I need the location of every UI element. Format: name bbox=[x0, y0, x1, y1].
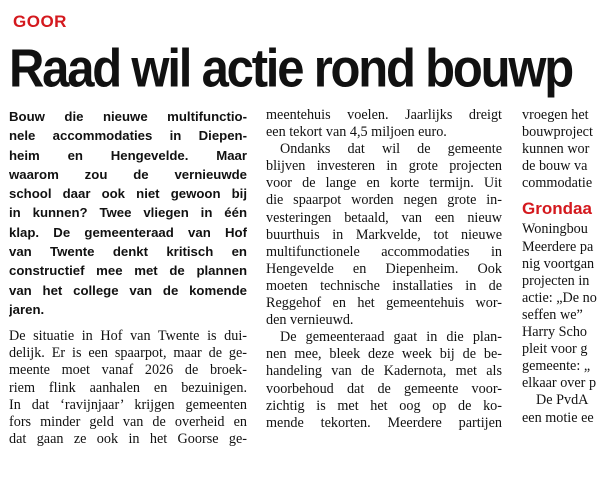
text-line: vesteringen betaald, van een nieuw bbox=[266, 209, 502, 226]
text-line: nele accommodaties in Diepen- bbox=[9, 128, 247, 144]
text-line: riem flink aanhalen en bezuinigen. bbox=[9, 379, 247, 396]
text-line: fors minder geld van de overheid en bbox=[9, 413, 247, 430]
text-line: jaren. bbox=[9, 301, 45, 317]
text-line: een motie ee bbox=[522, 409, 594, 426]
text-line: heim en Hengevelde. Maar bbox=[9, 147, 247, 163]
column-3-paragraph-3 bbox=[522, 392, 601, 426]
text-line: meentehuis voelen. Jaarlijks dreigt bbox=[266, 107, 502, 123]
text-line: Ondanks dat wil de gemeente bbox=[280, 141, 502, 158]
text-line: pleit voor g bbox=[522, 341, 588, 358]
text-line: blijven investeren in grote projecten bbox=[266, 158, 502, 175]
section-kicker: GOOR bbox=[13, 12, 67, 31]
text-line: school daar ook niet gewoon bij bbox=[9, 186, 247, 202]
column-2-paragraph-3 bbox=[266, 329, 502, 432]
text-line: gemeente: „ bbox=[522, 358, 591, 375]
text-line: projecten in bbox=[522, 272, 590, 289]
article-headline: Raad wil actie rond bouwp bbox=[9, 39, 573, 99]
text-line: waarom zou de vernieuwde bbox=[9, 166, 247, 182]
text-line: seffen we” bbox=[522, 306, 583, 323]
text-line: den vernieuwd. bbox=[266, 312, 354, 329]
text-line: buurthuis in Markvelde, tot nieuwe bbox=[266, 226, 502, 243]
column-1 bbox=[9, 107, 247, 448]
text-line: kunnen wor bbox=[522, 141, 590, 158]
text-line: De gemeenteraad gaat in die plan- bbox=[280, 329, 502, 346]
text-line: commodatie bbox=[522, 175, 593, 192]
column-3-paragraph-1 bbox=[522, 107, 601, 192]
text-line: meente moet vanaf 2026 de broek- bbox=[9, 362, 247, 379]
text-line: delijk. Er is een spaarpot, maar de ge- bbox=[9, 345, 247, 362]
column-3-paragraph-2 bbox=[522, 221, 601, 392]
text-line: voorbehoud dat de gemeente voor- bbox=[266, 380, 502, 397]
text-line: van Twente denkt kritisch en bbox=[9, 244, 247, 260]
text-line: elkaar over p bbox=[522, 375, 597, 392]
text-line: Reggehof en het gemeentehuis wor- bbox=[266, 295, 502, 312]
text-line: mende tekorten. Meerdere partijen bbox=[266, 414, 502, 431]
text-line: de bouw va bbox=[522, 158, 588, 175]
text-line: moeten technische installaties in de bbox=[266, 277, 502, 294]
article-lead bbox=[9, 107, 247, 319]
text-line: nig voortgan bbox=[522, 255, 595, 272]
text-line: dat gaan ze ook in het Goorse ge- bbox=[9, 430, 247, 447]
text-line: voor de lange en korte termijn. Uit bbox=[266, 175, 502, 192]
column-3-subheading: Grondaa bbox=[522, 199, 592, 219]
text-line: Meerdere pa bbox=[522, 238, 594, 255]
text-line: zichtig is met het oog op de ko- bbox=[266, 397, 502, 414]
text-line: Woningbou bbox=[522, 221, 588, 238]
text-line: nen mee, bleek deze week bij de be- bbox=[266, 346, 502, 363]
column-2-paragraph-2 bbox=[266, 141, 502, 329]
text-line: actie: „De no bbox=[522, 289, 597, 306]
text-line: multifunctionele accommodaties in bbox=[266, 243, 502, 260]
text-line: De PvdA bbox=[536, 392, 589, 409]
text-line: Hengevelde en Diepenheim. Ook bbox=[266, 260, 502, 277]
column-2-paragraph-1 bbox=[266, 107, 502, 141]
column-3 bbox=[522, 107, 601, 427]
text-line: klap. De gemeenteraad van Hof bbox=[9, 224, 247, 240]
text-line: Harry Scho bbox=[522, 324, 588, 341]
text-line: van het college van de komende bbox=[9, 282, 247, 298]
text-line: in kunnen? Twee vliegen in één bbox=[9, 205, 247, 221]
text-line: In dat ‘ravijnjaar’ krijgen gemeenten bbox=[9, 396, 247, 413]
text-line: constructief mee met de plannen bbox=[9, 263, 247, 279]
text-line: die spaarpot worden negen grote in- bbox=[266, 192, 502, 209]
column-2 bbox=[266, 107, 502, 432]
text-line: vroegen het bbox=[522, 107, 589, 123]
column-1-body bbox=[9, 328, 247, 448]
text-line: een tekort van 4,5 miljoen euro. bbox=[266, 124, 447, 141]
text-line: handeling van de Kadernota, met als bbox=[266, 363, 502, 380]
text-line: bouwproject bbox=[522, 124, 593, 141]
text-line: Bouw die nieuwe multifunctio- bbox=[9, 109, 247, 124]
text-line: De situatie in Hof van Twente is dui- bbox=[9, 328, 247, 345]
